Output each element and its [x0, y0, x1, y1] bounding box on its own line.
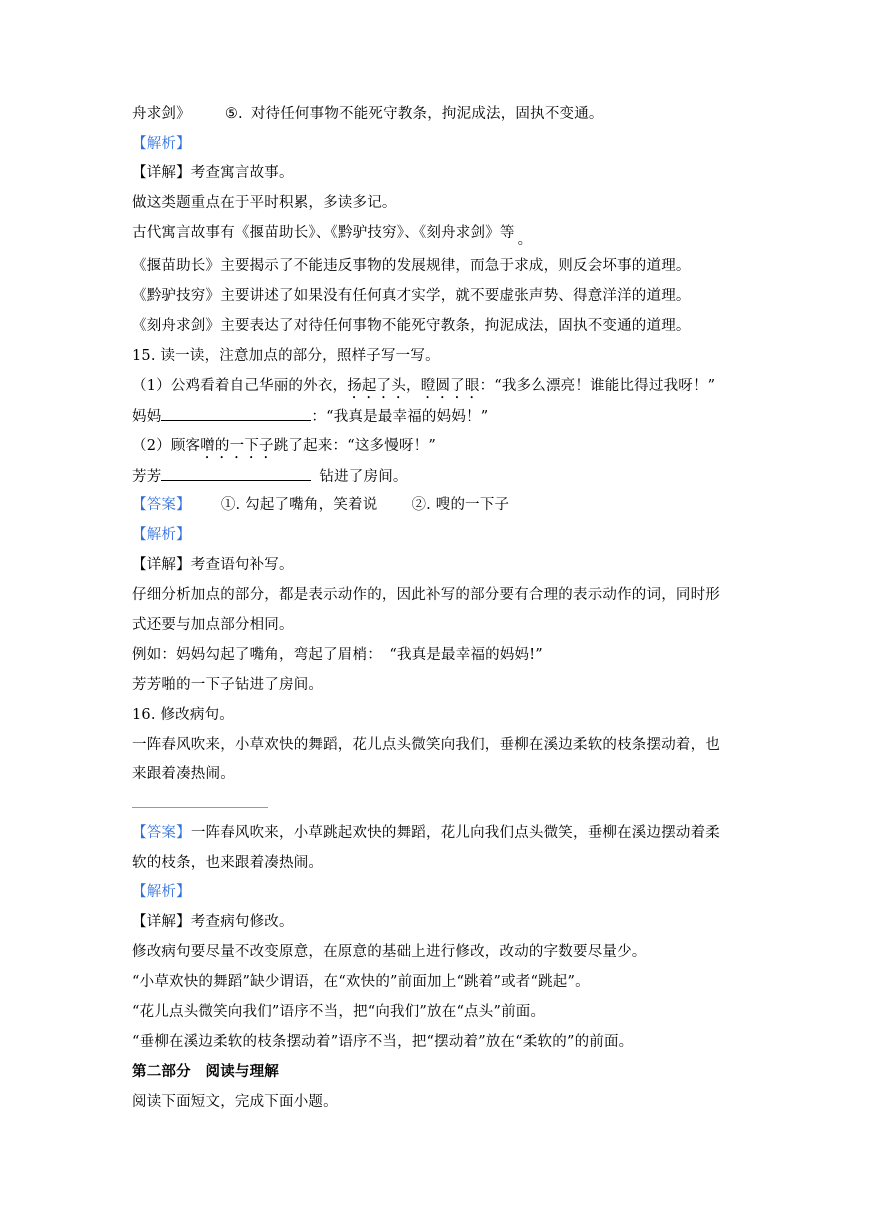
- q15-detail: 【详解】考查语句补写。: [132, 557, 294, 573]
- q15-example-1: [132, 376, 715, 402]
- q15-example-1-c: ，: [406, 378, 421, 394]
- q15-answer-1: ①. 勾起了嘴角，笑着说: [220, 497, 378, 513]
- q14-para-4: 《黔驴技穷》主要讲述了如果没有任何真才实学，就不要虚张声势、得意洋洋的道理。: [132, 288, 691, 304]
- q15-blank-1-prefix: 妈妈: [132, 409, 162, 425]
- q15-answer-blank-2[interactable]: [161, 466, 311, 481]
- q15-example-2: [132, 436, 436, 462]
- q15-example-2-c: 跳了起来：“这多慢呀！”: [273, 438, 436, 454]
- q16-answer-line-2: 软的枝条，也来跟着凑热闹。: [132, 855, 324, 871]
- q15-answer-2: ②. 嗖的一下子: [411, 497, 510, 513]
- q15-dotted-phrase-3: 噌的一下子: [200, 438, 274, 454]
- q15-title: 15. 读一读，注意加点的部分，照样子写一写。: [132, 348, 440, 364]
- q15-analysis-label: 【解析】: [132, 527, 191, 543]
- q14-para-2: [132, 223, 533, 248]
- q15-para-1: 仔细分析加点的部分，都是表示动作的，因此补写的部分要有合理的表示动作的词，同时形: [132, 587, 720, 603]
- part2-intro: 阅读下面短文，完成下面小题。: [132, 1094, 338, 1110]
- q15-example-2-a: （2）顾客: [132, 438, 201, 454]
- q16-para-1: 修改病句要尽量不改变原意，在原意的基础上进行修改，改动的字数要尽量少。: [132, 944, 647, 960]
- q14-para-1: 做这类题重点在于平时积累，多读多记。: [132, 195, 397, 211]
- q15-blank-line-1: [132, 406, 488, 427]
- q16-answer-label: 【答案】: [132, 825, 191, 841]
- q16-sentence-1: 一阵春风吹来，小草欢快的舞蹈，花儿点头微笑向我们，垂柳在溪边柔软的枝条摆动着，也: [132, 737, 720, 753]
- q14-answer-number-5: ⑤.: [224, 106, 243, 122]
- q16-para-3: “花儿点头微笑向我们”语序不当，把“向我们”放在“点头”前面。: [132, 1004, 546, 1020]
- q14-para-2-text: 古代寓言故事有《揠苗助长》、《黔驴技穷》、《刻舟求剑》等: [132, 225, 515, 241]
- q14-para-5: 《刻舟求剑》主要表达了对待任何事物不能死守教条，拘泥成法，固执不变通的道理。: [132, 318, 691, 334]
- q15-example-1-a: （1）公鸡看着自己华丽的外衣，: [132, 378, 348, 394]
- q16-answer-text-1: 一阵春风吹来，小草跳起欢快的舞蹈，花儿向我们点头微笑，垂柳在溪边摆动着柔: [190, 825, 721, 841]
- answer-separator: [132, 807, 268, 808]
- q15-para-4: 芳芳啪的一下子钻进了房间。: [132, 677, 324, 693]
- q14-analysis-label: 【解析】: [132, 136, 191, 152]
- q16-analysis-label: 【解析】: [132, 884, 191, 900]
- q16-answer-line-1: [132, 823, 720, 843]
- q14-answer-line: [132, 104, 604, 124]
- q14-para-2-period: 。: [517, 232, 533, 248]
- q15-blank-2-suffix: 钻进了房间。: [319, 469, 408, 485]
- q15-blank-line-2: [132, 466, 408, 487]
- q14-detail: 【详解】考查寓言故事。: [132, 165, 294, 181]
- q14-answer-text-a: 舟求剑》: [132, 106, 191, 122]
- q15-example-1-e: ：“我多么漂亮！谁能比得过我呀！”: [479, 378, 716, 394]
- part2-heading: 第二部分 阅读与理解: [132, 1063, 279, 1080]
- q15-para-2: 式还要与加点部分相同。: [132, 617, 294, 633]
- q16-para-4: “垂柳在溪边柔软的枝条摆动着”语序不当，把“摆动着”放在“柔软的”的前面。: [132, 1034, 634, 1050]
- q15-answer-line: [132, 495, 509, 515]
- q15-answer-label: 【答案】: [132, 497, 191, 513]
- q16-sentence-2: 来跟着凑热闹。: [132, 766, 235, 782]
- q15-dotted-phrase-1: 扬起了头: [347, 378, 407, 394]
- q15-answer-blank-1[interactable]: [161, 406, 311, 421]
- q15-blank-2-prefix: 芳芳: [132, 469, 162, 485]
- q15-para-3: 例如：妈妈勾起了嘴角，弯起了眉梢： “我真是最幸福的妈妈!”: [132, 647, 543, 663]
- q15-dotted-phrase-2: 瞪圆了眼: [420, 378, 480, 394]
- q16-title: 16. 修改病句。: [132, 707, 234, 723]
- q14-para-3: 《揠苗助长》主要揭示了不能违反事物的发展规律，而急于求成，则反会坏事的道理。: [132, 258, 691, 274]
- q16-para-2: “小草欢快的舞蹈”缺少谓语，在“欢快的”前面加上“跳着”或者“跳起”。: [132, 974, 590, 990]
- q14-answer-text-b: 对待任何事物不能死守教条，拘泥成法，固执不变通。: [250, 106, 604, 122]
- q15-blank-1-suffix: ：“我真是最幸福的妈妈！”: [311, 409, 489, 425]
- q16-detail: 【详解】考查病句修改。: [132, 914, 294, 930]
